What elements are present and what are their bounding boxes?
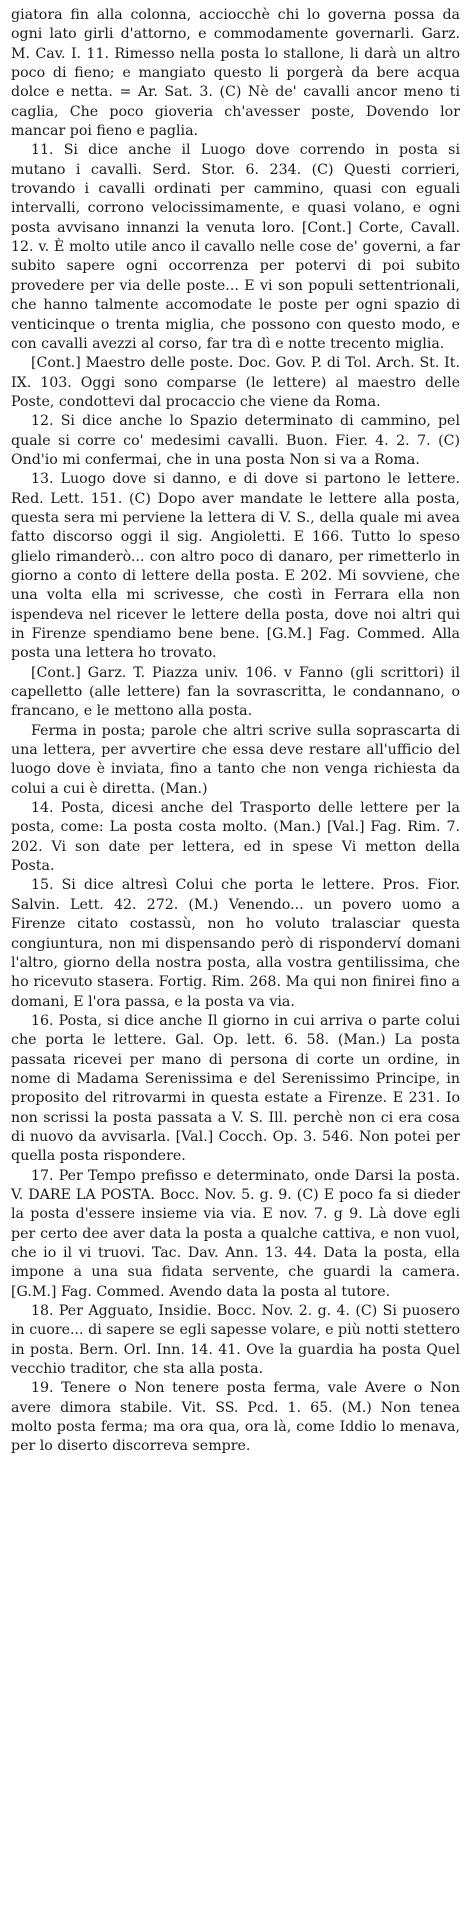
entry-paragraph-ferma-in-posta: Ferma in posta; parole che altri scrive sulla soprascarta di una lettera, per avvertire che essa deve restare all'ufficio del luogo dove è inviata, fino a tanto che non venga richiesta da colui a cui è diretta. (Man.) — [11, 722, 460, 797]
entry-paragraph-12: 12. Si dice anche lo Spazio determinato di cammino, pel quale si corre co' medesimi cavalli. Buon. Fier. 4. 2. 7. (C) Ond'io mi confermai, che in una posta Non si va a Roma. — [11, 413, 460, 468]
entry-paragraph-maestro-delle-poste: [Cont.] Maestro delle poste. Doc. Gov. P. di Tol. Arch. St. It. IX. 103. Oggi sono comparse (le lettere) al maestro delle Poste, condottevi dal procaccio che viene da Roma. — [11, 355, 460, 410]
entry-paragraph-piazza-univ: [Cont.] Garz. T. Piazza univ. 106. v Fanno (gli scrittori) il capelletto (alle lettere) fan la sovrascritta, le condannano, o francano, e le mettono alla posta. — [11, 664, 460, 720]
entry-paragraph-14: 14. Posta, dicesi anche del Trasporto delle lettere per la posta, come: La posta costa molto. (Man.) [Val.] Fag. Rim. 7. 202. Vi son date per lettera, ed in spese Vi metton della Posta. — [11, 800, 460, 875]
entry-paragraph-19: 19. Tenere o Non tenere posta ferma, vale Avere o Non avere dimora stabile. Vit. SS. Pcd. 1. 65. (M.) Non tenea molto posta ferma; ma ora qua, ora là, come Iddio lo menava, per lo diserto discorreva sempre. — [11, 1380, 460, 1455]
entry-paragraph-16: 16. Posta, si dice anche Il giorno in cui arriva o parte colui che porta le lettere. Gal. Op. lett. 6. 58. (Man.) La posta passata ricevei per mano di persona di corte un ordine, in nome di Madama Serenissima e del Serenissimo Principe, in proposito del ritrovarmi in questa estate a Firenze. E 231. Io non scrissi la posta passata a V. S. Ill. perchè non ci era cosa di nuovo da avvisarla. [Val.] Cocch. Op. 3. 546. Non potei per quella posta rispondere. — [11, 1012, 460, 1165]
entry-paragraph-continuation: giatora fin alla colonna, acciocchè chi lo governa possa da ogni lato girli d'attorno, e commodamente governarli. Garz. M. Cav. I. 11. Rimesso nella posta lo stallone, li darà un altro poco di fieno; e mangiato questo li porgerà da bere acqua dolce e netta. = Ar. Sat. 3. (C) Nè de' cavalli ancor meno ti caglia, Che poco gioveria ch'avesser poste, Dovendo lor mancar poi fieno e paglia. — [11, 7, 460, 140]
entry-paragraph-15: 15. Si dice altresì Colui che porta le lettere. Pros. Fior. Salvin. Lett. 42. 272. (M.) Venendo... un povero uomo a Firenze citato costassù, non ho voluto tralasciar questa congiuntura, non mi dispensando però di risponderví domani l'altro, giorno della nostra posta, alla vostra gentilissima, che ho ricevuto stasera. Fortig. Rim. 268. Ma qui non finirei fino a domani, E l'ora passa, e la posta va via. — [11, 877, 460, 1010]
entry-paragraph-18: 18. Per Agguato, Insidie. Bocc. Nov. 2. g. 4. (C) Si puosero in cuore... di sapere se egli sapesse volare, e più notti stettero in posta. Bern. Orl. Inn. 14. 41. Ove la guardia ha posta Quel vecchio traditor, che sta alla posta. — [11, 1303, 460, 1378]
entry-paragraph-17: 17. Per Tempo prefisso e determinato, onde Darsi la posta. V. DARE LA POSTA. Bocc. Nov. 5. g. 9. (C) E poco fa si dieder la posta d'essere insieme via via. E nov. 7. g 9. Là dove egli per certo dee aver data la posta a qualche cattiva, e non vuol, che io il vi truovi. Tac. Dav. Ann. 13. 44. Data la posta, ella impone a una sua fidata servente, che guardi la camera. [G.M.] Fag. Commed. Avendo data la posta al tutore. — [11, 1167, 460, 1300]
entry-paragraph-11: 11. Si dice anche il Luogo dove correndo in posta si mutano i cavalli. Serd. Stor. 6. 234. (C) Questi corrieri, trovando i cavalli ordinati per cammino, quasi con eguali intervalli, corrono velocissimamente, e quasi volano, e ogni posta avvisano innanzi la venuta loro. [Cont.] Corte, Cavall. 12. v. È molto utile anco il cavallo nelle cose de' governi, a far subito sapere ogni occorrenza per potervi di poi subito provedere per via delle poste... E vi son populi settentrionali, che hanno talmente accomodate le poste per ogni spazio di venticinque o trenta miglia, che possono con questo modo, e con cavalli avezzi al corso, far tra dì e notte trecento miglia. — [11, 142, 460, 352]
entry-paragraph-13: 13. Luogo dove si danno, e di dove si partono le lettere. Red. Lett. 151. (C) Dopo aver mandate le lettere alla posta, questa sera mi perviene la lettera di V. S., della quale mi avea fatto discorso oggi il sig. Angioletti. E 166. Tutto lo speso glielo rimanderò... con altro poco di danaro, per rimetterlo in giorno a conto di lettere della posta. E 202. Mi sovviene, che una volta ella mi scrivesse, che costì in Ferrara ella non ispendeva nel ricever le lettere della posta, dove noi altri qui in Firenze spendiamo bene bene. [G.M.] Fag. Commed. Alla posta una lettera ho trovato. — [11, 471, 460, 662]
